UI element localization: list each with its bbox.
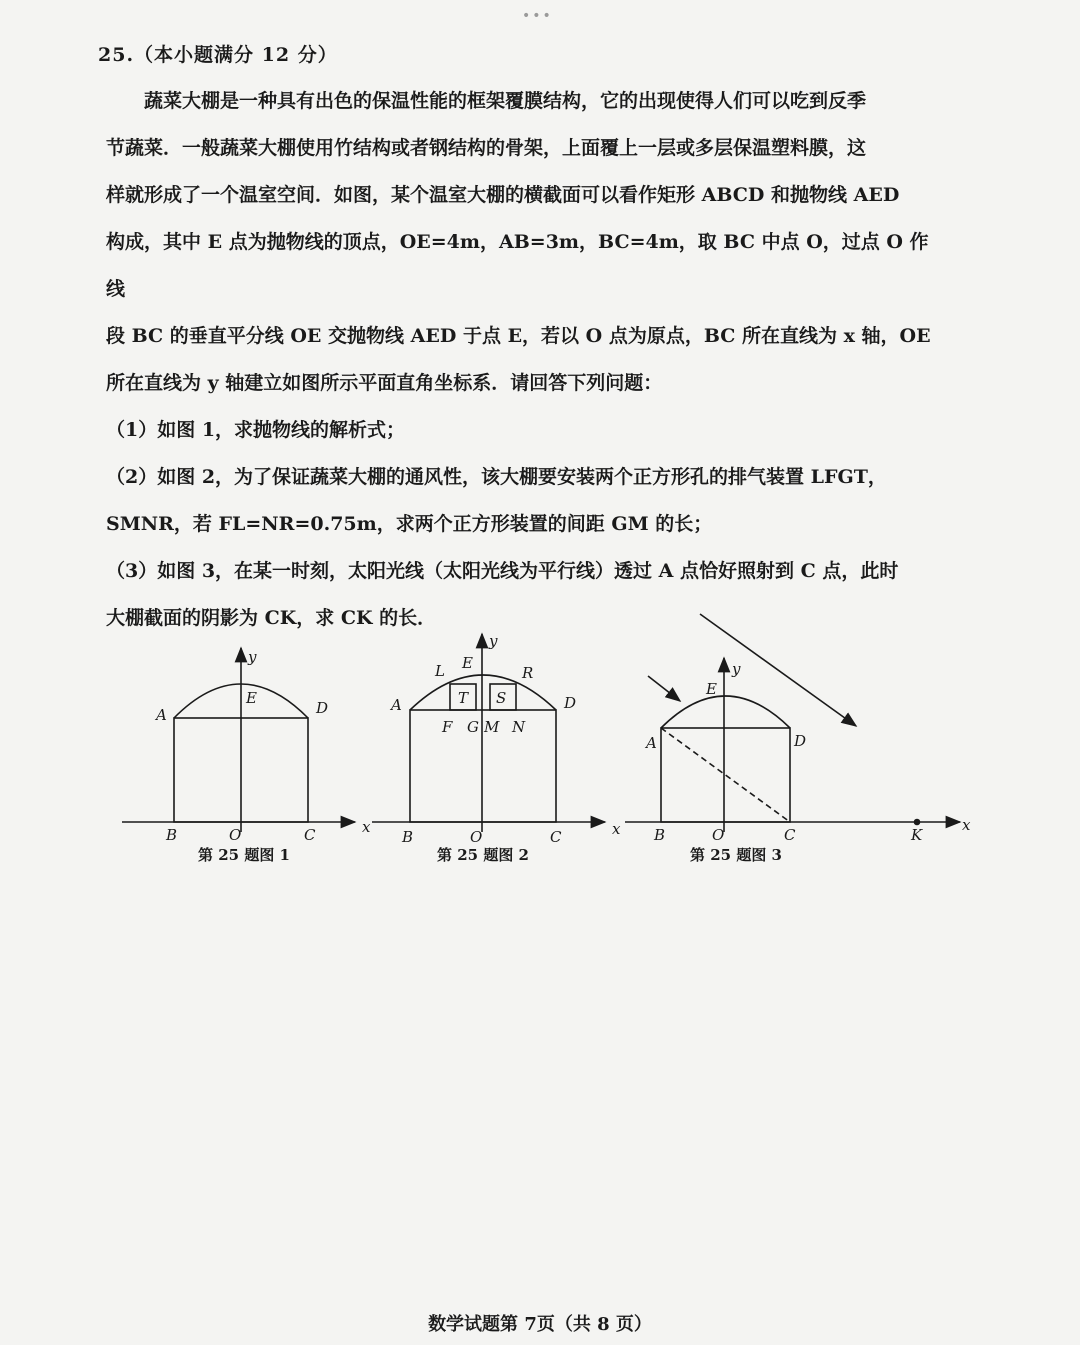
fig2-label-A: A [391,696,402,714]
fig3-label-x: x [962,816,971,834]
fig2-label-x: x [612,820,621,838]
question-intro [106,78,946,642]
fig1-label-B: B [166,826,178,844]
intro-line: 样就形成了一个温室空间．如图，某个温室大棚的横截面可以看作矩形 ABCD 和抛物线 AED [106,184,900,206]
fig3-label-y: y [732,660,741,678]
figures-row [0,600,1080,890]
fig2-label-B: B [402,828,414,846]
figure-1 [122,648,355,832]
figure-3 [625,614,960,832]
fig3-point-K [915,820,920,825]
fig2-label-S: S [496,689,507,707]
fig2-label-E: E [462,654,473,672]
question-header: 25.（本小题满分 12 分） [98,44,338,66]
fig2-label-T: T [458,689,469,707]
fig3-label-A: A [646,734,657,752]
page-footer: 数学试题第 7页（共 8 页） [428,1314,652,1335]
figures-svg [0,600,1080,890]
fig3-label-E: E [706,680,717,698]
fig2-label-C: C [550,828,562,846]
fig2-label-O: O [470,828,483,846]
fig3-sunray-arrow-short [648,676,680,701]
fig2-label-R: R [522,664,534,682]
fig3-label-D: D [794,732,807,750]
intro-line: 段 BC 的垂直平分线 OE 交抛物线 AED 于点 E，若以 O 点为原点，BC 所在直线为 x 轴，OE [106,325,931,347]
fig2-parabola [410,675,556,710]
part-2-line: SMNR，若 FL=NR=0.75m，求两个正方形装置的间距 GM 的长； [106,513,713,535]
fig3-label-C: C [784,826,796,844]
part-3-line: （3）如图 3，在某一时刻，太阳光线（太阳光线为平行线）透过 A 点恰好照射到 C 点，此时 [106,560,899,582]
fig2-label-L: L [435,662,445,680]
fig1-label-x: x [362,818,371,836]
page-indicator-dots: ••• [522,8,553,24]
fig2-label-G: G [467,718,479,736]
intro-line: 蔬菜大棚是一种具有出色的保温性能的框架覆膜结构，它的出现使得人们可以吃到反季 [144,90,867,112]
fig3-parabola [661,696,790,728]
intro-line: 所在直线为 y 轴建立如图所示平面直角坐标系．请回答下列问题： [106,372,663,394]
fig2-label-D: D [564,694,577,712]
fig1-label-D: D [316,699,329,717]
fig2-rectangle [410,710,556,822]
fig2-label-N: N [512,718,526,736]
intro-line: 构成，其中 E 点为抛物线的顶点，OE=4m，AB=3m，BC=4m，取 BC 中点 O，过点 O 作线 [106,231,929,300]
fig3-caption: 第 25 题图 3 [690,846,782,864]
fig2-label-M: M [484,718,500,736]
fig3-label-B: B [654,826,666,844]
fig3-dashed-AC [661,728,790,822]
fig1-label-C: C [304,826,316,844]
part-1: （1）如图 1，求抛物线的解析式； [106,419,406,441]
fig1-label-A: A [156,706,167,724]
part-3-line: 大棚截面的阴影为 CK，求 CK 的长． [106,607,437,629]
fig2-label-F: F [442,718,453,736]
fig3-label-O: O [712,826,725,844]
part-2-line: （2）如图 2，为了保证蔬菜大棚的通风性，该大棚要安装两个正方形孔的排气装置 LFGT， [106,466,887,488]
fig1-caption: 第 25 题图 1 [198,846,290,864]
fig3-label-K: K [911,826,923,844]
fig2-caption: 第 25 题图 2 [437,846,529,864]
fig1-label-E: E [246,689,257,707]
fig1-label-O: O [229,826,242,844]
fig2-label-y: y [489,632,498,650]
fig1-label-y: y [248,648,257,666]
intro-line: 节蔬菜．一般蔬菜大棚使用竹结构或者钢结构的骨架，上面覆上一层或多层保温塑料膜，这 [106,137,867,159]
